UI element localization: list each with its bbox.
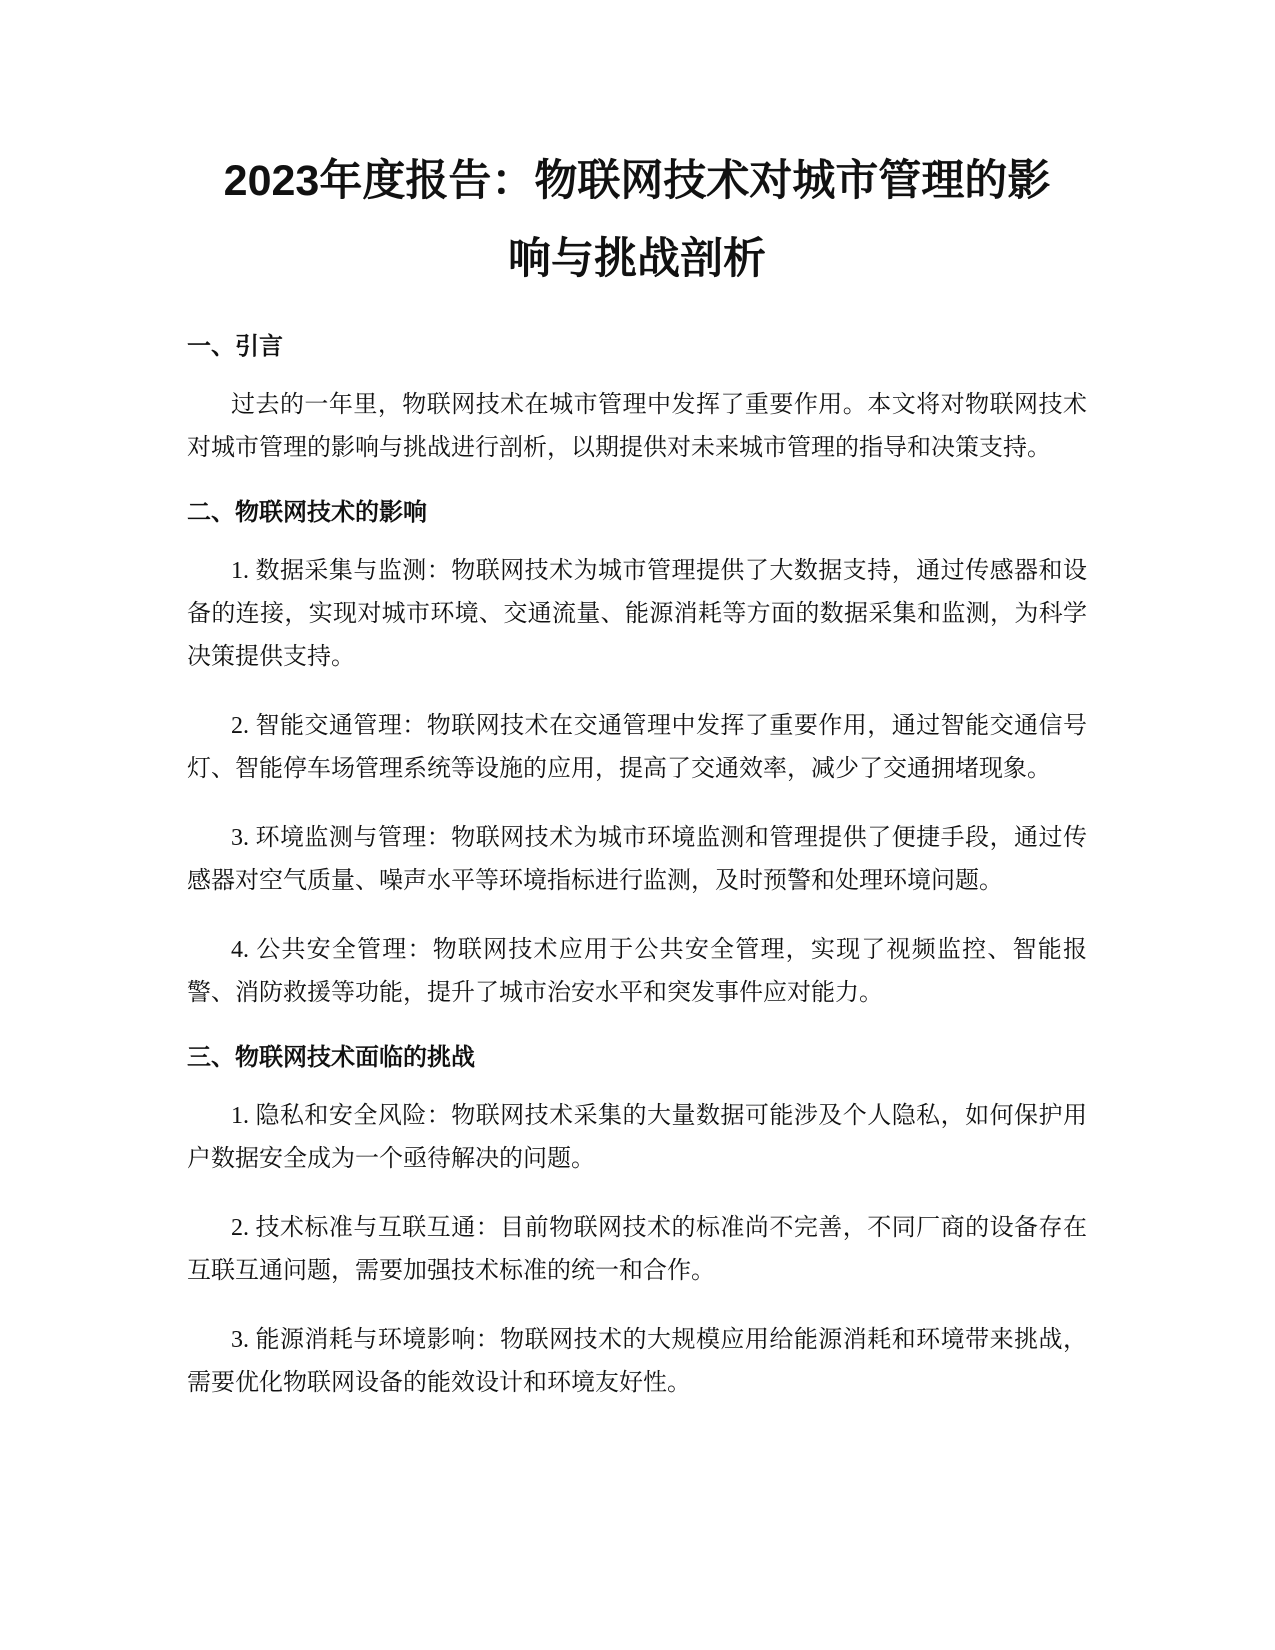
document-title [187, 142, 1087, 298]
paragraph: 2. 技术标准与互联互通：目前物联网技术的标准尚不完善，不同厂商的设备存在互联互通问题，需要加强技术标准的统一和合作。 [187, 1215, 1087, 1284]
paragraph: 3. 环境监测与管理：物联网技术为城市环境监测和管理提供了便捷手段，通过传感器对空气质量、噪声水平等环境指标进行监测，及时预警和处理环境问题。 [187, 825, 1087, 894]
section-heading: 三、物联网技术面临的挑战 [187, 1044, 475, 1071]
paragraph: 2. 智能交通管理：物联网技术在交通管理中发挥了重要作用，通过智能交通信号灯、智能停车场管理系统等设施的应用，提高了交通效率，减少了交通拥堵现象。 [187, 713, 1087, 782]
section-impacts [187, 496, 1087, 1015]
section-introduction [187, 330, 1087, 470]
title-line-1: 2023年度报告：物联网技术对城市管理的影 [223, 157, 1051, 205]
paragraph: 3. 能源消耗与环境影响：物联网技术的大规模应用给能源消耗和环境带来挑战，需要优化物联网设备的能效设计和环境友好性。 [187, 1327, 1087, 1396]
paragraph: 1. 数据采集与监测：物联网技术为城市管理提供了大数据支持，通过传感器和设备的连接，实现对城市环境、交通流量、能源消耗等方面的数据采集和监测，为科学决策提供支持。 [187, 558, 1087, 670]
section-challenges [187, 1041, 1087, 1405]
document-page [187, 142, 1087, 1431]
section-heading: 一、引言 [187, 333, 283, 360]
paragraph: 4. 公共安全管理：物联网技术应用于公共安全管理，实现了视频监控、智能报警、消防救援等功能，提升了城市治安水平和突发事件应对能力。 [187, 937, 1087, 1006]
title-line-2: 响与挑战剖析 [508, 235, 766, 283]
section-heading: 二、物联网技术的影响 [187, 499, 427, 526]
paragraph: 1. 隐私和安全风险：物联网技术采集的大量数据可能涉及个人隐私，如何保护用户数据安全成为一个亟待解决的问题。 [187, 1103, 1087, 1172]
paragraph: 过去的一年里，物联网技术在城市管理中发挥了重要作用。本文将对物联网技术对城市管理的影响与挑战进行剖析，以期提供对未来城市管理的指导和决策支持。 [187, 392, 1087, 461]
